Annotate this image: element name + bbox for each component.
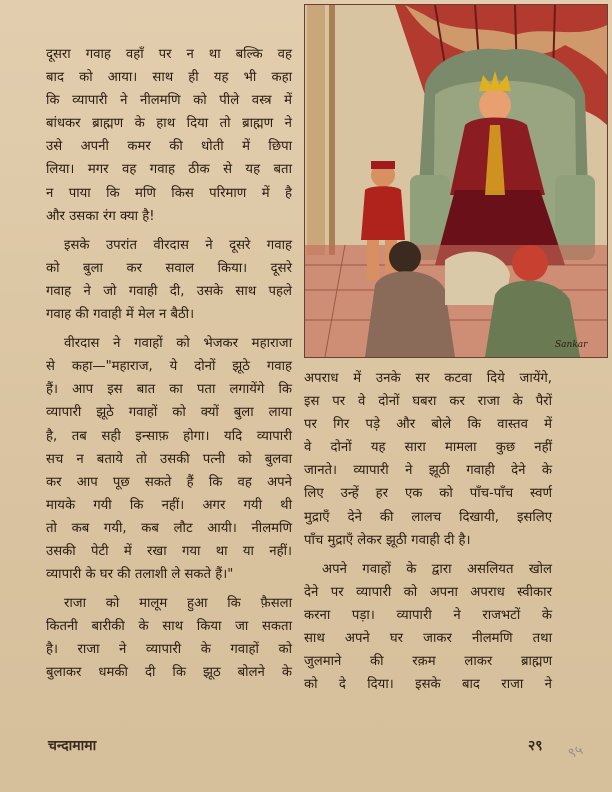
text-line: लिया। मगर वह गवाह ठीक से यह बता (46, 162, 292, 178)
text-line: से कहा—"महाराज, ये दोनों झूठे गवाह (46, 359, 292, 375)
paragraph-2 (46, 234, 292, 326)
text-line: अपने गवाहों के द्वारा असलियत खोल (322, 561, 552, 577)
text-line: उसकी पेटी में रखा गया था या नहीं। (46, 543, 292, 559)
text-line: कितनी बारीकी के साथ किया जा सकता (46, 619, 292, 635)
text-line: व्यापारी झूठे गवाहों को क्यों बुला लाया (46, 405, 292, 421)
text-line: वीरदास ने गवाहों को भेजकर महाराजा (64, 336, 292, 352)
text-line: सच न बताये तो उसकी पत्नी को बुलवा (46, 451, 292, 467)
text-line: जानते। व्यापारी ने झूठी गवाही देने के (304, 463, 552, 479)
text-line: व्यापारी के घर की तलाशी ले सकते हैं।" (46, 567, 234, 583)
text-line: लिए उन्हें हर एक को पाँच-पाँच स्वर्ण (304, 486, 552, 502)
text-line: बांधकर ब्राह्मण के हाथ दिया तो ब्राह्मण ने (46, 116, 292, 132)
page-number: २९ (528, 738, 543, 754)
paragraph-5 (304, 367, 552, 552)
text-line: बुलाकर धमकी दी कि झूठ बोलने के (46, 665, 292, 681)
magazine-title: चन्दामामा (48, 738, 97, 754)
story-illustration (304, 4, 608, 358)
paragraph-1 (46, 43, 292, 228)
text-line: साथ अपने घर जाकर नीलमणि तथा (304, 631, 552, 647)
artist-signature: Sankar (555, 340, 588, 350)
paragraph-3 (46, 332, 292, 586)
text-line: राजा को मालूम हुआ कि फ़ैसला (64, 596, 292, 612)
text-line: वे दोनों यह सारा मामला कुछ नहीं (304, 440, 552, 456)
text-line: को बुला कर सवाल किया। दूसरे (46, 260, 292, 276)
pencil-annotation: ९५ (565, 741, 586, 762)
text-line: और उसका रंग क्या है! (46, 208, 155, 224)
text-line: पर गिर पड़े और बोले कि वास्तव में (304, 417, 552, 433)
left-text-column (46, 43, 292, 685)
text-line: देने पर व्यापारी को अपना अपराध स्वीकार (304, 584, 552, 600)
paragraph-4 (46, 592, 292, 684)
text-line: है, तब सही इन्साफ़ होगा। यदि व्यापारी (46, 428, 292, 444)
text-line: है। राजा ने व्यापारी के गवाहों को (46, 642, 292, 658)
text-line: मायके गयी कि नहीं। अगर गयी थी (46, 497, 292, 513)
text-line: इसके उपरांत वीरदास ने दूसरे गवाह (64, 237, 292, 253)
text-line: गवाह ने जो गवाही दी, उसके साथ पहले (46, 283, 292, 299)
text-line: दूसरा गवाह वहाँ पर न था बल्कि वह (46, 47, 292, 62)
text-line: अपराध में उनके सर कटवा दिये जायेंगे, (304, 371, 552, 386)
paragraph-6 (304, 558, 552, 697)
text-line: को दे दिया। इसके बाद राजा ने (304, 677, 552, 693)
text-line: गवाह की गवाही में मेल न बैठी। (46, 307, 195, 323)
text-line: इस पर वे दोनों घबरा कर राजा के पैरों (304, 394, 552, 410)
text-line: तो कब गयी, कब लौट आयी। नीलमणि (46, 520, 292, 536)
text-line: उसे अपनी कमर की धोती में छिपा (46, 139, 292, 155)
text-line: कर आप पूछ सकते हैं कि वह अपने (46, 474, 292, 490)
text-line: मुद्राएँ देने की लालच दिखायी, इसलिए (304, 509, 552, 525)
text-line: न पाया कि मणि किस परिमाण में है (46, 185, 292, 201)
right-text-column (304, 367, 552, 696)
text-line: हैं। आप इस बात का पता लगायेंगे कि (46, 382, 292, 398)
text-line: पाँच मुद्राएँ लेकर झूठी गवाही दी है। (304, 532, 471, 548)
text-line: बाद को आया। साथ ही यह भी कहा (46, 70, 292, 86)
text-line: जुलमाने की रक़म लाकर ब्राह्मण (304, 654, 552, 670)
text-line: करना पड़ा। व्यापारी ने राजभटों के (304, 607, 552, 623)
text-line: कि व्यापारी ने नीलमणि को पीले वस्त्र में (46, 93, 292, 109)
